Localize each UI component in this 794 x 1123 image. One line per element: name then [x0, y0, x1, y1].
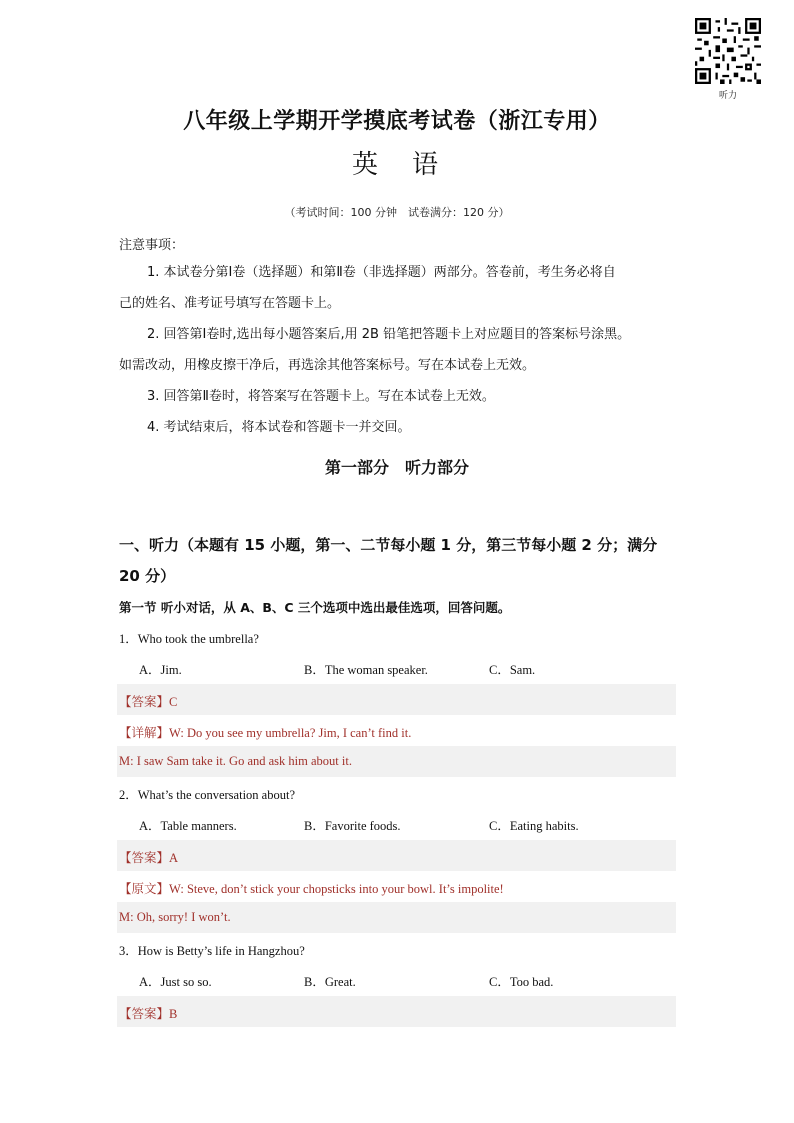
option-c: C．Eating habits. — [489, 819, 579, 833]
section-title: 一、听力（本题有 15 小题，第一、二节每小题 1 分，第三节每小题 2 分；满分 20 分） — [119, 536, 658, 585]
answer-value: C — [169, 695, 178, 709]
exam-title: 八年级上学期开学摸底考试卷（浙江专用） — [183, 109, 611, 134]
exam-info: （考试时间：100 分钟 试卷满分：120 分） — [284, 206, 510, 219]
answer-band — [117, 684, 676, 715]
note-item: 4. 考试结束后，将本试卷和答题卡一并交回。 — [147, 420, 411, 435]
notes-heading: 注意事项： — [119, 238, 185, 253]
detail-text: W: Do you see my umbrella? Jim, I can’t find it. — [169, 726, 412, 740]
question-stem: 2．What’s the conversation about? — [119, 788, 295, 802]
option-c: C．Too bad. — [489, 975, 554, 989]
qr-code-image — [695, 18, 761, 84]
part-title: 第一部分 听力部分 — [324, 458, 469, 477]
subsection-title: 第一节 听小对话，从 A、B、C 三个选项中选出最佳选项，回答问题。 — [119, 600, 511, 615]
option-b: B．The woman speaker. — [304, 663, 428, 677]
qr-label: 听力 — [718, 91, 737, 101]
note-item: 如需改动，用橡皮擦干净后，再选涂其他答案标号。写在本试卷上无效。 — [119, 358, 536, 373]
answer-line — [119, 1004, 177, 1022]
question-stem: 3．How is Betty’s life in Hangzhou? — [119, 944, 305, 958]
note-item: 3. 回答第Ⅱ卷时，将答案写在答题卡上。写在本试卷上无效。 — [147, 389, 495, 404]
note-item: 己的姓名、准考证号填写在答题卡上。 — [119, 296, 341, 311]
detail-tag: 【原文】 — [119, 881, 170, 896]
answer-value: B — [169, 1007, 178, 1021]
option-b: B．Great. — [304, 975, 356, 989]
answer-band — [117, 840, 676, 871]
option-a: A．Just so so. — [139, 975, 212, 989]
answer-line — [119, 692, 177, 710]
option-a: A．Table manners. — [139, 819, 237, 833]
subject-title: 英 语 — [351, 150, 442, 180]
answer-value: A — [169, 851, 179, 865]
answer-tag: 【答案】 — [119, 694, 170, 709]
answer-tag: 【答案】 — [119, 1006, 170, 1021]
answer-band — [117, 996, 676, 1027]
option-a: A．Jim. — [139, 663, 182, 677]
detail-line — [119, 723, 411, 741]
detail-text: W: Steve, don’t stick your chopsticks into your bowl. It’s impolite! — [169, 882, 504, 896]
detail-line: M: I saw Sam take it. Go and ask him about it. — [119, 754, 352, 768]
option-b: B．Favorite foods. — [304, 819, 401, 833]
note-item: 2. 回答第Ⅰ卷时,选出每小题答案后,用 2B 铅笔把答题卡上对应题目的答案标号涂黑。 — [147, 327, 631, 342]
notes-list — [119, 257, 679, 443]
detail-line: M: Oh, sorry! I won’t. — [119, 910, 231, 924]
question-stem: 1．Who took the umbrella? — [119, 632, 259, 646]
option-c: C．Sam. — [489, 663, 536, 677]
answer-line — [119, 848, 178, 866]
note-item: 1. 本试卷分第Ⅰ卷（选择题）和第Ⅱ卷（非选择题）两部分。答卷前，考生务必将自 — [147, 265, 616, 280]
detail-line — [119, 879, 504, 897]
detail-tag: 【详解】 — [119, 725, 170, 740]
answer-tag: 【答案】 — [119, 850, 170, 865]
